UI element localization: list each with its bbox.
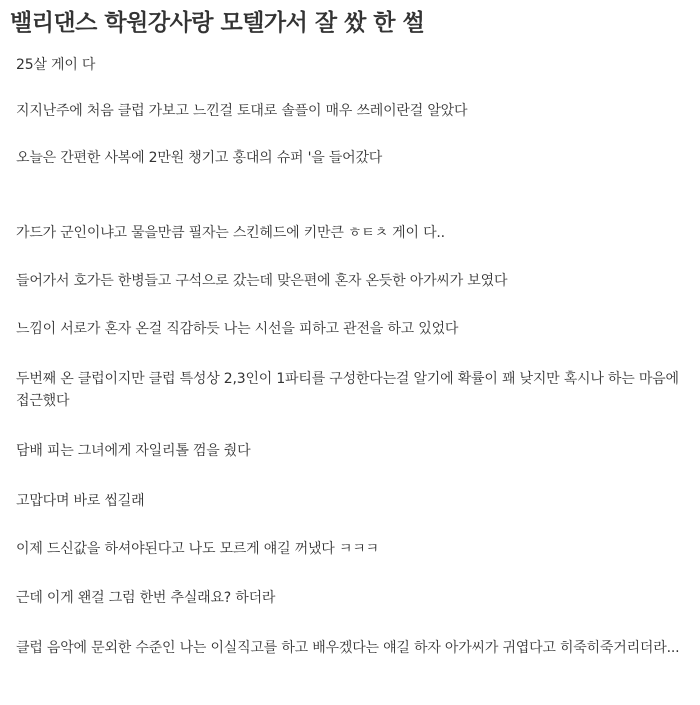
- paragraph: 담배 피는 그녀에게 자일리톨 껌을 줬다: [16, 443, 251, 459]
- paragraph: 이제 드신값을 하셔야된다고 나도 모르게 얘길 꺼냈다 ㅋㅋㅋ: [16, 541, 379, 557]
- paragraph: 고맙다며 바로 씹길래: [16, 493, 145, 509]
- post-title: 밸리댄스 학원강사랑 모텔가서 잘 쌌 한 썰: [10, 10, 425, 36]
- paragraph: 25살 게이 다: [16, 57, 96, 73]
- paragraph: 두번째 온 클럽이지만 클럽 특성상 2,3인이 1파티를 구성한다는걸 알기에 확률이 꽤 낮지만 혹시나 하는 마음에 접근했다: [16, 371, 679, 409]
- paragraph: 클럽 음악에 문외한 수준인 나는 이실직고를 하고 배우겠다는 얘길 하자 아가씨가 귀엽다고 히죽히죽거리더라...: [16, 640, 680, 656]
- paragraph: 지지난주에 처음 클럽 가보고 느낀걸 토대로 솔플이 매우 쓰레이란걸 알았다: [16, 103, 468, 119]
- paragraph: 근데 이게 왠걸 그럼 한번 추실래요? 하더라: [16, 590, 276, 606]
- paragraph: 오늘은 간편한 사복에 2만원 챙기고 홍대의 슈퍼 '을 들어갔다: [16, 150, 383, 166]
- paragraph: 가드가 군인이냐고 물을만큼 필자는 스킨헤드에 키만큰 ㅎㅌㅊ 게이 다..: [16, 225, 445, 241]
- paragraph: 느낌이 서로가 혼자 온걸 직감하듯 나는 시선을 피하고 관전을 하고 있었다: [16, 321, 459, 337]
- paragraph: 들어가서 호가든 한병들고 구석으로 갔는데 맞은편에 혼자 온듯한 아가씨가 보였다: [16, 273, 508, 289]
